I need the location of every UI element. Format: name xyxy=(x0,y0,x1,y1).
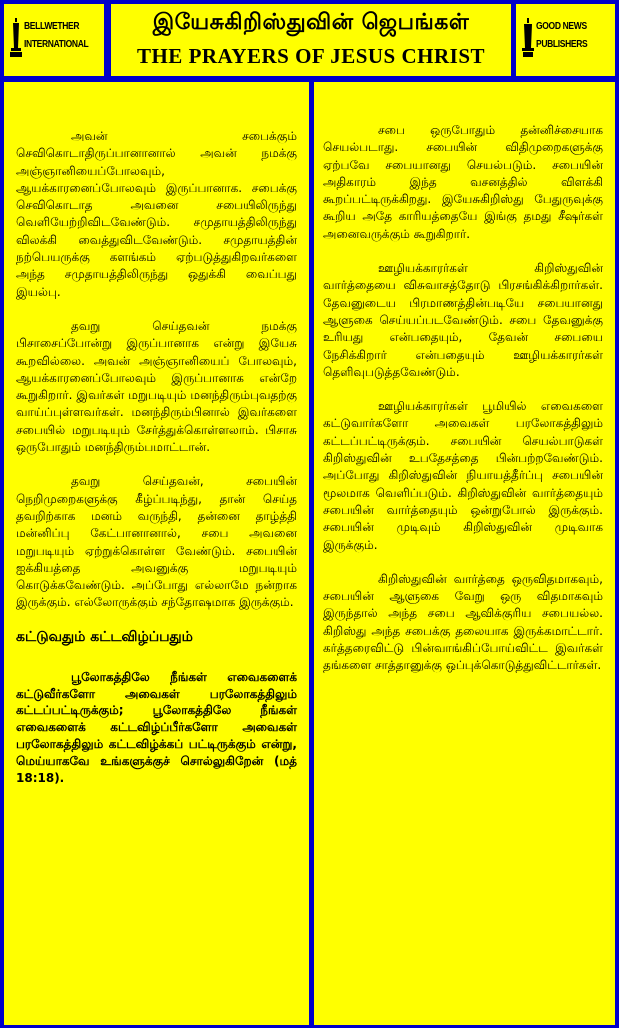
right-paragraph-2: ஊழியக்காரர்கள் கிறிஸ்துவின் வார்த்தையை விசுவாசத்தோடு பிரசங்கிக்கிறார்கள். தேவனுடைய பிரமாணத்தின்படியே சபையானது ஆளுகை செய்யப்படவேண்டும். சபை தேவனுக்கு உரியது என்பதையும், தேவன் சபையை நேசிக்கிறார் என்பதையும் ஊழியக்காரர்கள் தெளிவுபடுத்தவேண்டும். xyxy=(323,261,603,379)
left-paragraph-3: தவறு செய்தவன், சபையின் நெறிமுறைகளுக்கு கீழ்ப்படிந்து, தான் செய்த தவறிற்காக மனம் வருந்தி, தன்னை தாழ்த்தி மன்னிப்பு கேட்பானானால், சபை அவனை மறுபடியும் ஏற்றுக்கொள்ள வேண்டும். சபையின் ஐக்கியத்தை அவனுக்கு மறுபடியும் கொடுக்கவேண்டும். அப்போது எல்லாமே நன்றாக இருக்கும். எல்லோருக்கும் சந்தோஷமாக இருக்கும். xyxy=(16,474,297,610)
title-banner xyxy=(111,4,511,76)
lighthouse-icon xyxy=(10,18,22,58)
scripture-verse: பூலோகத்திலே நீங்கள் எவைகளைக் கட்டுவீர்களோ அவைகள் பரலோகத்திலும் கட்டப்பட்டிருக்கும்; பூலோகத்திலே நீங்கள் எவைகளைக் கட்டவிழ்ப்பீர்களோ அவைகள் பரலோகத்திலும் கட்டவிழ்க்கப் பட்டிருக்கும் என்று, மெய்யாகவே உங்களுக்குச் சொல்லுகிறேன் (மத் 18:18). xyxy=(16,669,297,785)
left-column xyxy=(4,82,309,1025)
logo-left-line2: INTERNATIONAL xyxy=(24,39,89,50)
right-paragraph-4: கிறிஸ்துவின் வார்த்தை ஒருவிதமாகவும், சபையின் ஆளுகை வேறு ஒரு விதமாகவும் இருந்தால் அந்த சபை ஆவிக்குரிய சபையல்ல. கிறிஸ்து அந்த சபைக்கு தலையாக இருக்கமாட்டார். கர்த்தரைவிட்டு பின்வாங்கிப்போய்விட்ட இவர்கள் தங்களை சாத்தானுக்கு ஒப்புக்கொடுத்துவிட்டார்கள். xyxy=(323,571,603,673)
title-tamil: இயேசுகிறிஸ்துவின் ஜெபங்கள் xyxy=(152,10,470,35)
publisher-logo-right xyxy=(516,4,615,76)
logo-right-line1: GOOD NEWS xyxy=(536,21,587,32)
right-paragraph-1: சபை ஒருபோதும் தன்னிச்சையாக செயல்படாது. சபையின் விதிமுறைகளுக்கு ஏற்பவே சபையானது செயல்படும். சபையின் அதிகாரம் இந்த வசனத்தில் விளக்கி கூறப்பட்டிருக்கிறது. இயேசுகிறிஸ்து பேதுருவுக்கு கூறிய அதே காரியத்தையே இங்கு தமது சீஷர்கள் அனைவருக்கும் கூறுகிறார். xyxy=(323,123,603,241)
publisher-logo-left xyxy=(4,4,104,76)
right-column xyxy=(314,82,615,1025)
left-paragraph-2: தவறு செய்தவன் நமக்கு பிசாசைப்போன்று இருப்பானாக என்று இயேசு கூறவில்லை. அவன் அஞ்ஞானியைப் போலவும், ஆயக்காரனைப்போலவும் இருப்பானாக என்றே கூறுகிறார். இவர்கள் மறுபடியும் மனந்திரும்புவதற்கு வாய்ப்புள்ளவர்கள். மனந்திரும்பினால் இவர்களை சபையில் மறுபடியும் சேர்த்துக்கொள்ளலாம். பிசாசு ஒருபோதும் மனந்திரும்பமாட்டான். xyxy=(16,318,297,455)
left-paragraph-1: அவன் சபைக்கும் செவிகொடாதிருப்பானானால் அவன் நமக்கு அஞ்ஞானியைப்போலவும், ஆயக்காரனைப்போலவும் இருப்பானாக. சபைக்கு செவிகொடாத அவனை சபையிலிருந்து வெளியேற்றிவிடவேண்டும். சமுதாயத்திலிருந்து விலக்கி வைத்துவிடவேண்டும். சமுதாயத்தின் நற்பெயருக்கு களங்கம் ஏற்படுத்துகிறவர்களை அந்த சமுதாயத்திலிருந்து ஒதுக்கி வைப்பது இயல்பு. xyxy=(16,129,297,299)
logo-right-line2: PUBLISHERS xyxy=(536,39,588,50)
bell-tower-icon xyxy=(522,18,534,58)
title-english: THE PRAYERS OF JESUS CHRIST xyxy=(136,44,486,68)
logo-left-line1: BELLWETHER xyxy=(24,21,80,32)
right-paragraph-3: ஊழியக்காரர்கள் பூமியில் எவைகளை கட்டுவார்களோ அவைகள் பரலோகத்திலும் கட்டப்பட்டிருக்கும். சபையின் செயல்பாடுகள் கிறிஸ்துவின் உபதேசத்தை பின்பற்றவேண்டும். அப்போது கிறிஸ்துவின் நியாயத்தீர்ப்பு சபையின் மூலமாக வெளிப்படும். கிறிஸ்துவின் வார்த்தையும் சபையின் வார்த்தையும் ஒன்றுபோல் இருக்கும். சபையின் முடிவும் கிறிஸ்துவின் முடிவாக இருக்கும். xyxy=(323,399,603,552)
section-heading: கட்டுவதும் கட்டவிழ்ப்பதும் xyxy=(16,628,193,645)
